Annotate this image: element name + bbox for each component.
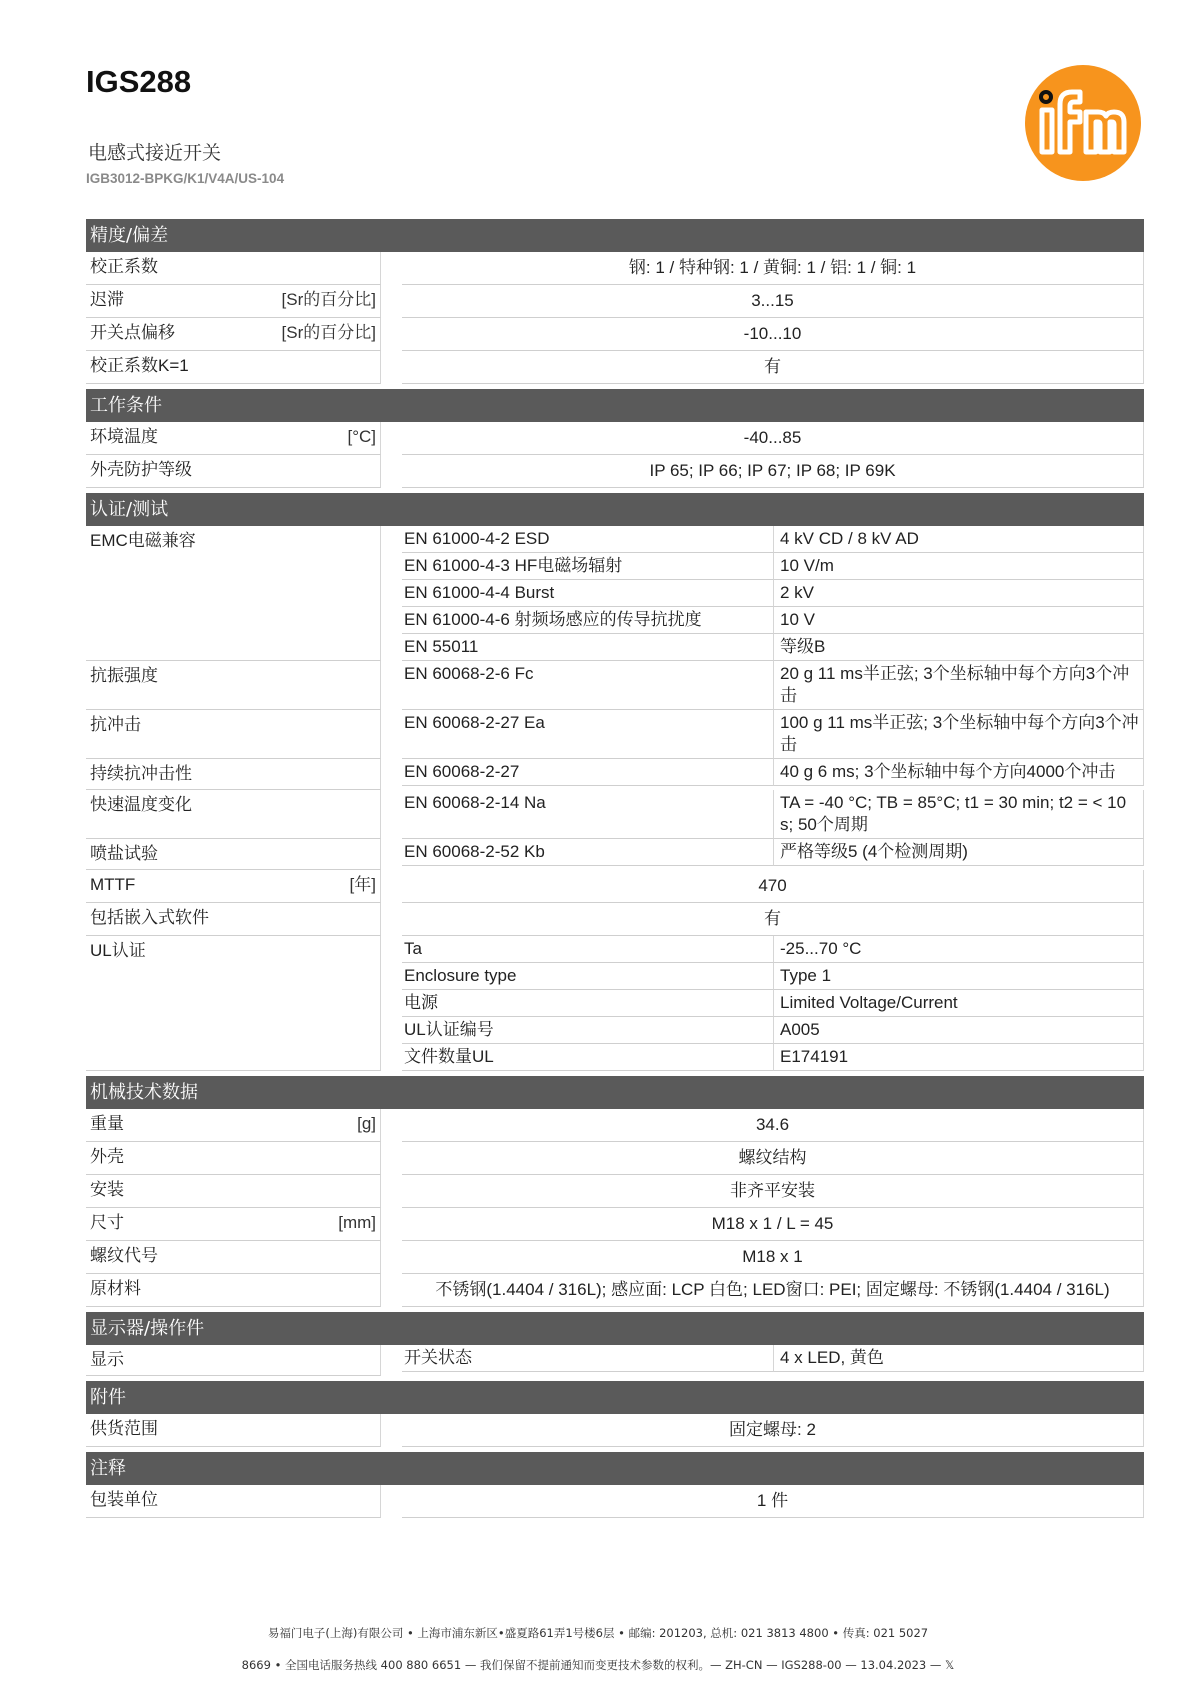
cell-gap xyxy=(381,285,402,318)
sub-row xyxy=(402,553,1144,580)
spec-label-cell xyxy=(86,870,381,903)
spec-row xyxy=(86,870,1144,903)
sub-key: UL认证编号 xyxy=(402,1017,774,1044)
sub-value: 等级B xyxy=(774,634,1144,661)
cell-gap xyxy=(381,661,402,710)
section-header: 认证/测试 xyxy=(86,493,1144,526)
ifm-logo xyxy=(1024,64,1142,182)
spec-label-cell xyxy=(86,710,381,759)
spec-row xyxy=(86,1142,1144,1175)
spec-label: 迟滞 xyxy=(90,290,124,309)
cell-gap xyxy=(381,252,402,285)
sub-row xyxy=(402,710,1144,759)
product-subtitle: 电感式接近开关 xyxy=(88,142,222,164)
spec-value: M18 x 1 xyxy=(402,1241,1144,1274)
sub-table xyxy=(402,759,1144,790)
spec-label: 抗冲击 xyxy=(90,715,141,734)
section-header: 精度/偏差 xyxy=(86,219,1144,252)
spec-label-cell xyxy=(86,526,381,661)
spec-row xyxy=(86,285,1144,318)
sub-row xyxy=(402,634,1144,661)
spec-label-cell xyxy=(86,1142,381,1175)
sub-row xyxy=(402,839,1144,866)
sub-row xyxy=(402,607,1144,634)
spec-row xyxy=(86,790,1144,839)
section-header: 注释 xyxy=(86,1452,1144,1485)
sub-table xyxy=(402,1345,1144,1376)
spec-label: EMC电磁兼容 xyxy=(90,531,196,550)
sub-key: EN 61000-4-3 HF电磁场辐射 xyxy=(402,553,774,580)
sub-key: 电源 xyxy=(402,990,774,1017)
spec-table xyxy=(86,219,1144,1518)
spec-label-cell xyxy=(86,759,381,790)
spec-label-cell xyxy=(86,252,381,285)
cell-gap xyxy=(381,1175,402,1208)
spec-value: M18 x 1 / L = 45 xyxy=(402,1208,1144,1241)
spec-row xyxy=(86,1345,1144,1376)
spec-label: 供货范围 xyxy=(90,1419,158,1438)
sub-value: 100 g 11 ms半正弦; 3个坐标轴中每个方向3个冲击 xyxy=(774,710,1144,759)
spec-label: 尺寸 xyxy=(90,1213,124,1232)
spec-value: 不锈钢(1.4404 / 316L); 感应面: LCP 白色; LED窗口: PEI; 固定螺母: 不锈钢(1.4404 / 316L) xyxy=(402,1274,1144,1307)
sub-key: 开关状态 xyxy=(402,1345,774,1372)
cell-gap xyxy=(381,903,402,936)
spec-row xyxy=(86,661,1144,710)
sub-row xyxy=(402,963,1144,990)
cell-gap xyxy=(381,790,402,839)
section-header: 工作条件 xyxy=(86,389,1144,422)
spec-row xyxy=(86,351,1144,384)
cell-gap xyxy=(381,936,402,1071)
spec-label-cell xyxy=(86,1345,381,1376)
spec-label: UL认证 xyxy=(90,941,146,960)
sub-value: 严格等级5 (4个检测周期) xyxy=(774,839,1144,866)
footer-address: 易福门电子(上海)有限公司 • 上海市浦东新区•盛夏路61弄1号楼6层 • 邮编: 201203, 总机: 021 3813 4800 • 传真: 021 5027 xyxy=(267,1626,929,1640)
sub-row xyxy=(402,936,1144,963)
sub-row xyxy=(402,580,1144,607)
spec-unit: [Sr的百分比] xyxy=(281,323,376,342)
sub-value: 2 kV xyxy=(774,580,1144,607)
spec-row xyxy=(86,1208,1144,1241)
product-title: IGS288 xyxy=(86,64,192,99)
cell-gap xyxy=(381,759,402,790)
spec-value: 固定螺母: 2 xyxy=(402,1414,1144,1447)
spec-label-cell xyxy=(86,903,381,936)
cell-gap xyxy=(381,1485,402,1518)
spec-row xyxy=(86,252,1144,285)
spec-label: 包括嵌入式软件 xyxy=(90,908,209,927)
spec-value: -10...10 xyxy=(402,318,1144,351)
spec-label-cell xyxy=(86,455,381,488)
sub-value: 10 V xyxy=(774,607,1144,634)
sub-value: Type 1 xyxy=(774,963,1144,990)
sub-row xyxy=(402,1017,1144,1044)
sub-value: 20 g 11 ms半正弦; 3个坐标轴中每个方向3个冲击 xyxy=(774,661,1144,710)
cell-gap xyxy=(381,1274,402,1307)
spec-label-cell xyxy=(86,1414,381,1447)
spec-label: MTTF xyxy=(90,875,136,894)
cell-gap xyxy=(381,1414,402,1447)
footer-legal: 8669 • 全国电话服务热线 400 880 6651 — 我们保留不提前通知而变更技术参数的权利。— ZH-CN — IGS288-00 — 13.04.2023 — 𝕏 xyxy=(241,1658,955,1672)
sub-key: EN 61000-4-6 射频场感应的传导抗扰度 xyxy=(402,607,774,634)
spec-row xyxy=(86,318,1144,351)
spec-label-cell xyxy=(86,1241,381,1274)
sub-table xyxy=(402,661,1144,710)
spec-value: 非齐平安装 xyxy=(402,1175,1144,1208)
spec-row xyxy=(86,936,1144,1071)
sub-key: EN 61000-4-2 ESD xyxy=(402,526,774,553)
spec-row xyxy=(86,1274,1144,1307)
sub-key: EN 60068-2-27 xyxy=(402,759,774,786)
sub-row xyxy=(402,790,1144,839)
cell-gap xyxy=(381,526,402,661)
spec-row xyxy=(86,759,1144,790)
section-header: 机械技术数据 xyxy=(86,1076,1144,1109)
section-header: 显示器/操作件 xyxy=(86,1312,1144,1345)
sub-key: Ta xyxy=(402,936,774,963)
spec-value: 钢: 1 / 特种钢: 1 / 黄铜: 1 / 铝: 1 / 铜: 1 xyxy=(402,252,1144,285)
section-header: 附件 xyxy=(86,1381,1144,1414)
spec-label: 重量 xyxy=(90,1114,124,1133)
spec-value: 有 xyxy=(402,351,1144,384)
spec-value: 34.6 xyxy=(402,1109,1144,1142)
cell-gap xyxy=(381,1345,402,1376)
spec-label-cell xyxy=(86,790,381,839)
sub-table xyxy=(402,526,1144,661)
spec-row xyxy=(86,1241,1144,1274)
sub-table xyxy=(402,790,1144,839)
spec-label: 持续抗冲击性 xyxy=(90,764,192,783)
sub-table xyxy=(402,936,1144,1071)
sub-value: 4 x LED, 黄色 xyxy=(774,1345,1144,1372)
spec-unit: [年] xyxy=(349,875,376,894)
sub-value: 4 kV CD / 8 kV AD xyxy=(774,526,1144,553)
spec-label: 包装单位 xyxy=(90,1490,158,1509)
sub-value: TA = -40 °C; TB = 85°C; t1 = 30 min; t2 = < 10 s; 50个周期 xyxy=(774,790,1144,839)
sub-key: Enclosure type xyxy=(402,963,774,990)
spec-label: 快速温度变化 xyxy=(90,795,192,814)
cell-gap xyxy=(381,1241,402,1274)
spec-label-cell xyxy=(86,285,381,318)
sub-row xyxy=(402,990,1144,1017)
spec-unit: [g] xyxy=(357,1114,376,1133)
sub-key: EN 60068-2-6 Fc xyxy=(402,661,774,710)
sub-value: 10 V/m xyxy=(774,553,1144,580)
spec-value: IP 65; IP 66; IP 67; IP 68; IP 69K xyxy=(402,455,1144,488)
spec-row xyxy=(86,1414,1144,1447)
spec-label-cell xyxy=(86,1208,381,1241)
cell-gap xyxy=(381,455,402,488)
spec-unit: [Sr的百分比] xyxy=(281,290,376,309)
spec-row xyxy=(86,526,1144,661)
spec-value: -40...85 xyxy=(402,422,1144,455)
cell-gap xyxy=(381,1142,402,1175)
spec-row xyxy=(86,710,1144,759)
sub-row xyxy=(402,759,1144,786)
spec-row xyxy=(86,1109,1144,1142)
spec-unit: [mm] xyxy=(338,1213,376,1232)
spec-label-cell xyxy=(86,936,381,1071)
spec-label-cell xyxy=(86,1175,381,1208)
spec-label: 开关点偏移 xyxy=(90,323,175,342)
spec-label-cell xyxy=(86,351,381,384)
cell-gap xyxy=(381,1208,402,1241)
spec-value: 470 xyxy=(402,870,1144,903)
sub-value: Limited Voltage/Current xyxy=(774,990,1144,1017)
sub-row xyxy=(402,1345,1144,1372)
spec-label-cell xyxy=(86,1109,381,1142)
sub-table xyxy=(402,839,1144,870)
sub-key: EN 60068-2-14 Na xyxy=(402,790,774,839)
cell-gap xyxy=(381,351,402,384)
spec-label-cell xyxy=(86,1485,381,1518)
spec-label: 喷盐试验 xyxy=(90,844,158,863)
spec-value: 3...15 xyxy=(402,285,1144,318)
spec-label: 显示 xyxy=(90,1350,124,1369)
cell-gap xyxy=(381,870,402,903)
spec-row xyxy=(86,455,1144,488)
sub-table xyxy=(402,710,1144,759)
spec-label: 环境温度 xyxy=(90,427,158,446)
cell-gap xyxy=(381,710,402,759)
spec-row xyxy=(86,422,1144,455)
spec-label-cell xyxy=(86,422,381,455)
spec-label: 安装 xyxy=(90,1180,124,1199)
sub-value: E174191 xyxy=(774,1044,1144,1071)
sub-value: 40 g 6 ms; 3个坐标轴中每个方向4000个冲击 xyxy=(774,759,1144,786)
sub-row xyxy=(402,661,1144,710)
sub-row xyxy=(402,1044,1144,1071)
spec-row xyxy=(86,1485,1144,1518)
sub-key: EN 61000-4-4 Burst xyxy=(402,580,774,607)
spec-row xyxy=(86,903,1144,936)
spec-label-cell xyxy=(86,318,381,351)
spec-label: 抗振强度 xyxy=(90,666,158,685)
sub-key: EN 60068-2-52 Kb xyxy=(402,839,774,866)
spec-label-cell xyxy=(86,839,381,870)
spec-unit: [°C] xyxy=(347,427,376,446)
spec-label-cell xyxy=(86,1274,381,1307)
spec-label: 原材料 xyxy=(90,1279,141,1298)
spec-label: 外壳防护等级 xyxy=(90,460,192,479)
spec-label: 校正系数 xyxy=(90,257,158,276)
spec-row xyxy=(86,1175,1144,1208)
spec-value: 螺纹结构 xyxy=(402,1142,1144,1175)
cell-gap xyxy=(381,422,402,455)
spec-value: 1 件 xyxy=(402,1485,1144,1518)
sub-key: EN 55011 xyxy=(402,634,774,661)
sub-row xyxy=(402,526,1144,553)
cell-gap xyxy=(381,318,402,351)
spec-value: 有 xyxy=(402,903,1144,936)
sub-value: -25...70 °C xyxy=(774,936,1144,963)
sub-key: 文件数量UL xyxy=(402,1044,774,1071)
spec-label: 外壳 xyxy=(90,1147,124,1166)
spec-label: 螺纹代号 xyxy=(90,1246,158,1265)
spec-label-cell xyxy=(86,661,381,710)
spec-label: 校正系数K=1 xyxy=(90,356,189,375)
sub-key: EN 60068-2-27 Ea xyxy=(402,710,774,759)
article-number: IGB3012-BPKG/K1/V4A/US-104 xyxy=(86,171,285,186)
cell-gap xyxy=(381,839,402,870)
sub-value: A005 xyxy=(774,1017,1144,1044)
cell-gap xyxy=(381,1109,402,1142)
spec-row xyxy=(86,839,1144,870)
